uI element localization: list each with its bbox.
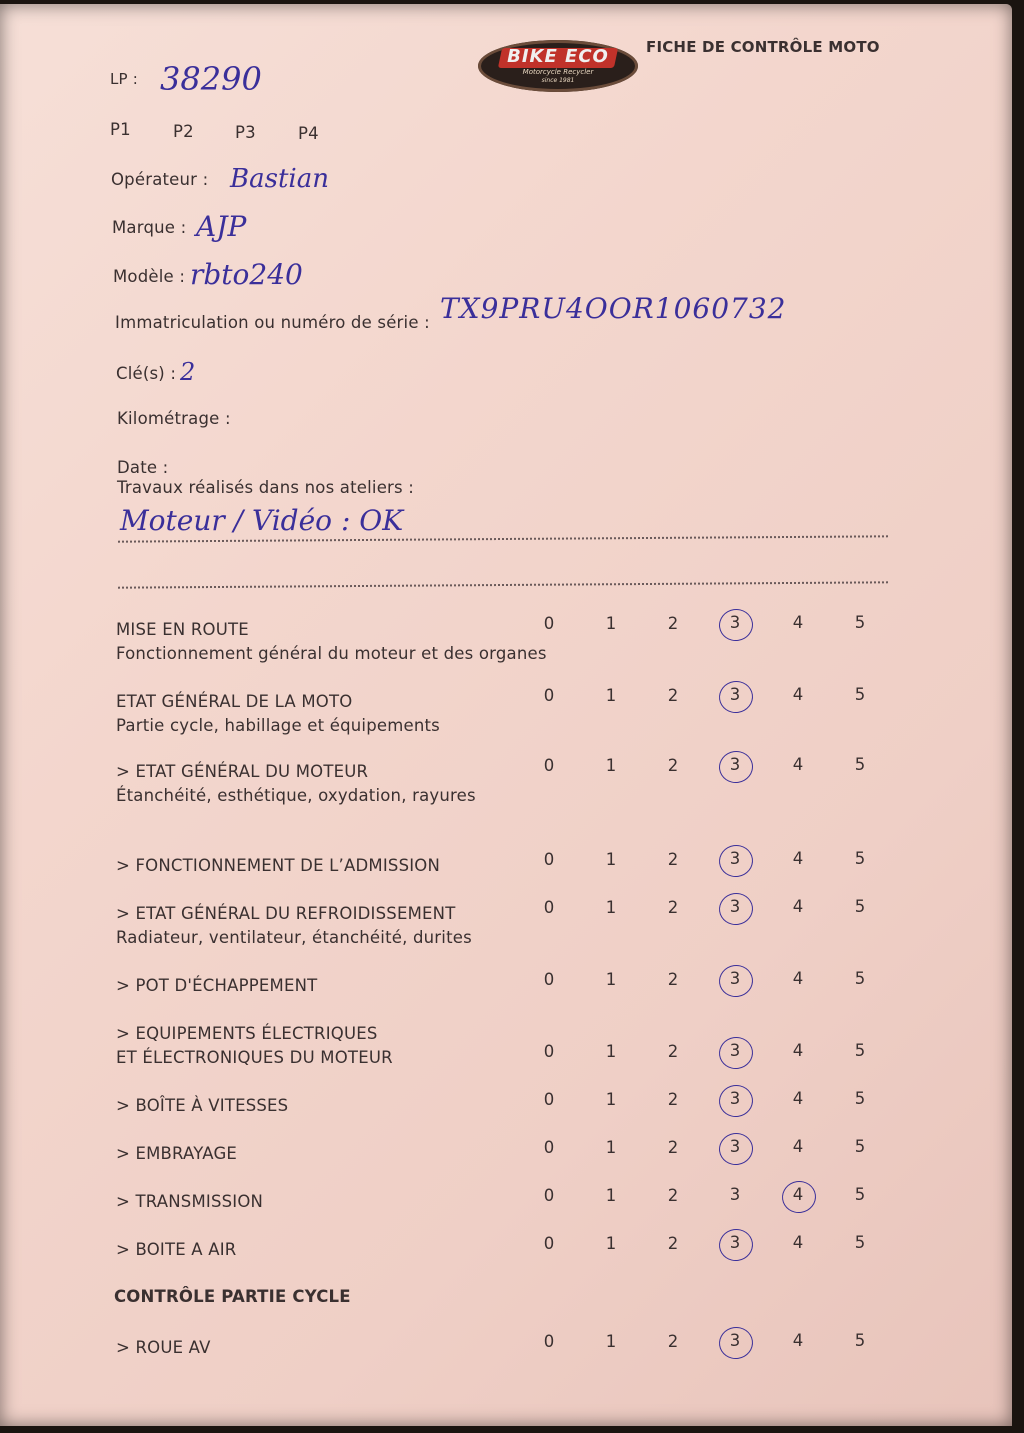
score-3[interactable]: 3 [729, 897, 741, 916]
immatriculation-value: TX9PRU4OOR1060732 [440, 292, 787, 325]
score-0[interactable]: 0 [543, 970, 555, 989]
score-0[interactable]: 0 [543, 1090, 555, 1109]
row-title: > EQUIPEMENTS ÉLECTRIQUES [116, 1024, 378, 1043]
score-0[interactable]: 0 [543, 1138, 555, 1157]
row-subtitle: Partie cycle, habillage et équipements [116, 716, 440, 735]
score-1[interactable]: 1 [605, 850, 617, 869]
p1-label: P1 [110, 120, 131, 139]
score-3[interactable]: 3 [729, 969, 741, 988]
score-0[interactable]: 0 [543, 1186, 555, 1205]
score-2[interactable]: 2 [667, 1186, 679, 1205]
score-3[interactable]: 3 [729, 685, 741, 704]
score-4[interactable]: 4 [792, 1331, 804, 1350]
score-4[interactable]: 4 [792, 1041, 804, 1060]
row-subtitle: ET ÉLECTRONIQUES DU MOTEUR [116, 1048, 393, 1067]
p2-label: P2 [173, 122, 194, 141]
score-5[interactable]: 5 [854, 1089, 866, 1108]
score-1[interactable]: 1 [605, 686, 617, 705]
row-title: > ETAT GÉNÉRAL DU MOTEUR [116, 762, 369, 781]
score-2[interactable]: 2 [667, 614, 679, 633]
score-5[interactable]: 5 [854, 969, 866, 988]
inspection-sheet [0, 4, 1012, 1426]
operateur-label: Opérateur : [111, 170, 209, 189]
score-4[interactable]: 4 [792, 755, 804, 774]
score-0[interactable]: 0 [543, 686, 555, 705]
lp-value: 38290 [160, 60, 262, 98]
score-0[interactable]: 0 [543, 850, 555, 869]
marque-value: AJP [196, 210, 247, 243]
score-2[interactable]: 2 [667, 1234, 679, 1253]
kilometrage-label: Kilométrage : [117, 409, 231, 428]
score-2[interactable]: 2 [667, 1090, 679, 1109]
score-5[interactable]: 5 [854, 897, 866, 916]
score-1[interactable]: 1 [605, 1042, 617, 1061]
dotted-line [118, 581, 888, 588]
score-0[interactable]: 0 [543, 898, 555, 917]
modele-label: Modèle : [113, 267, 186, 286]
score-4[interactable]: 4 [792, 1233, 804, 1252]
score-5[interactable]: 5 [854, 849, 866, 868]
score-2[interactable]: 2 [667, 756, 679, 775]
cles-label: Clé(s) : [116, 364, 177, 383]
score-4[interactable]: 4 [792, 969, 804, 988]
score-0[interactable]: 0 [543, 756, 555, 775]
score-1[interactable]: 1 [605, 898, 617, 917]
score-1[interactable]: 1 [605, 1332, 617, 1351]
score-2[interactable]: 2 [667, 898, 679, 917]
score-5[interactable]: 5 [854, 613, 866, 632]
score-4[interactable]: 4 [792, 685, 804, 704]
score-4[interactable]: 4 [792, 897, 804, 916]
row-title: > BOITE A AIR [116, 1240, 237, 1259]
score-3[interactable]: 3 [729, 1089, 741, 1108]
row-title: > ETAT GÉNÉRAL DU REFROIDISSEMENT [116, 904, 456, 923]
row-subtitle: Fonctionnement général du moteur et des organes [116, 644, 547, 663]
row-title: > BOÎTE À VITESSES [116, 1096, 289, 1115]
score-2[interactable]: 2 [667, 1332, 679, 1351]
score-3[interactable]: 3 [729, 849, 741, 868]
logo-name: BIKE ECO [507, 46, 609, 67]
row-title: > TRANSMISSION [116, 1192, 264, 1211]
score-4[interactable]: 4 [792, 1137, 804, 1156]
travaux-value: Moteur / Vidéo : OK [120, 504, 404, 537]
score-5[interactable]: 5 [854, 1041, 866, 1060]
score-1[interactable]: 1 [605, 970, 617, 989]
row-title: > EMBRAYAGE [116, 1144, 238, 1163]
score-2[interactable]: 2 [667, 850, 679, 869]
score-3[interactable]: 3 [729, 1233, 741, 1252]
score-1[interactable]: 1 [605, 614, 617, 633]
row-title: > POT D'ÉCHAPPEMENT [116, 976, 318, 995]
score-3[interactable]: 3 [729, 1137, 741, 1156]
immatriculation-label: Immatriculation ou numéro de série : [115, 313, 430, 332]
travaux-label: Travaux réalisés dans nos ateliers : [117, 478, 415, 497]
score-3[interactable]: 3 [729, 1331, 741, 1350]
p4-label: P4 [298, 124, 319, 143]
logo-tagline: Motorcycle Recycler [522, 68, 594, 76]
score-3[interactable]: 3 [729, 1185, 741, 1204]
score-5[interactable]: 5 [854, 1233, 866, 1252]
score-2[interactable]: 2 [667, 1138, 679, 1157]
score-3[interactable]: 3 [729, 613, 741, 632]
row-title: MISE EN ROUTE [116, 620, 249, 639]
row-title: ETAT GÉNÉRAL DE LA MOTO [116, 692, 353, 711]
operateur-value: Bastian [230, 164, 329, 194]
score-1[interactable]: 1 [605, 1090, 617, 1109]
score-5[interactable]: 5 [854, 1331, 866, 1350]
score-1[interactable]: 1 [605, 1138, 617, 1157]
score-4[interactable]: 4 [792, 1089, 804, 1108]
score-1[interactable]: 1 [605, 1234, 617, 1253]
lp-label: LP : [110, 70, 139, 88]
logo-since: since 1981 [541, 77, 575, 84]
score-0[interactable]: 0 [543, 1332, 555, 1351]
score-2[interactable]: 2 [667, 970, 679, 989]
score-0[interactable]: 0 [543, 614, 555, 633]
score-4[interactable]: 4 [792, 849, 804, 868]
section-title-partie-cycle: CONTRÔLE PARTIE CYCLE [114, 1287, 351, 1306]
date-label: Date : [117, 458, 169, 477]
score-3[interactable]: 3 [729, 755, 741, 774]
score-0[interactable]: 0 [543, 1042, 555, 1061]
score-2[interactable]: 2 [667, 686, 679, 705]
score-0[interactable]: 0 [543, 1234, 555, 1253]
cles-value: 2 [180, 358, 196, 386]
score-2[interactable]: 2 [667, 1042, 679, 1061]
row-subtitle: Radiateur, ventilateur, étanchéité, durites [116, 928, 472, 947]
page-title: FICHE DE CONTRÔLE MOTO [646, 38, 880, 56]
row-subtitle: Étanchéité, esthétique, oxydation, rayures [116, 786, 476, 805]
score-1[interactable]: 1 [605, 1186, 617, 1205]
row-title: > FONCTIONNEMENT DE L’ADMISSION [116, 856, 441, 875]
score-4[interactable]: 4 [792, 1185, 804, 1204]
score-5[interactable]: 5 [854, 1137, 866, 1156]
marque-label: Marque : [112, 218, 187, 237]
score-4[interactable]: 4 [792, 613, 804, 632]
bike-eco-logo [478, 40, 638, 92]
score-5[interactable]: 5 [854, 685, 866, 704]
score-1[interactable]: 1 [605, 756, 617, 775]
score-3[interactable]: 3 [729, 1041, 741, 1060]
score-5[interactable]: 5 [854, 1185, 866, 1204]
row-title: > ROUE AV [116, 1338, 211, 1357]
modele-value: rbto240 [190, 258, 303, 291]
p3-label: P3 [235, 123, 256, 142]
score-5[interactable]: 5 [854, 755, 866, 774]
